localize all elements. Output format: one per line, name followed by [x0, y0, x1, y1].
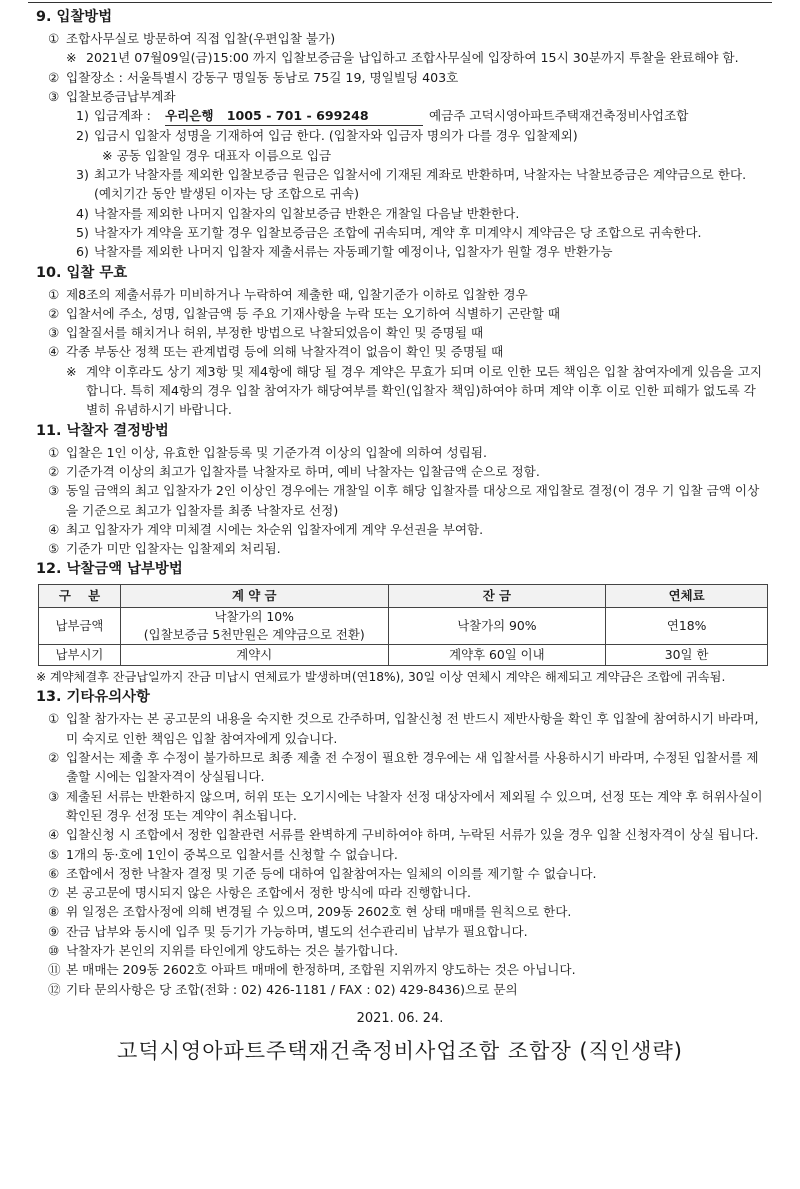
table-row	[39, 608, 768, 645]
sec11-item-1: ① 입찰은 1인 이상, 유효한 입찰등록 및 기준가격 이상의 입찰에 의하여 성립됨.	[48, 444, 488, 460]
sec9-item-1-note: ※ 2021년 07월09일(금)15:00 까지 입찰보증금을 납입하고 조합사무실에 입장하여 15시 30분까지 투찰을 완료해야 함.	[66, 50, 739, 66]
sec9-item-1: ① 조합사무실로 방문하여 직접 입찰(우편입찰 불가)	[48, 31, 336, 46]
list-item: ② 입찰서는 제출 후 수정이 불가하므로 최종 제출 전 수정이 필요한 경우에는 새 입찰서를 사용하시기 바라며, 수정된 입찰서를 제출할 시에는 입찰자격이 상실됩니다.	[48, 750, 759, 785]
sec9-sub-3: 3) 최고가 낙찰자를 제외한 입찰보증금 원금은 입찰서에 기재된 계좌로 반환하며, 낙찰자는 낙찰보증금은 계약금으로 한다. (예치기간 동안 발생된 이자는 당 조합으로 귀속)	[76, 167, 747, 202]
list-item: ⑨ 잔금 납부와 동시에 입주 및 등기가 가능하며, 별도의 선수관리비 납부가 필요합니다.	[48, 923, 528, 939]
account-holder: 예금주 고덕시영아파트주택재건축정비사업조합	[428, 108, 689, 124]
notice-date: 2021. 06. 24.	[356, 1010, 444, 1026]
sec11-item-4: ④ 최고 입찰자가 계약 미체결 시에는 차순위 입찰자에게 계약 우선권을 부여함.	[48, 521, 484, 537]
contract-cell: 낙찰가의 10% (입찰보증금 5천만원은 계약금으로 전환)	[120, 608, 388, 645]
header-contract: 계 약 금	[120, 585, 388, 608]
sec11-item-3: ③ 동일 금액의 최고 입찰자가 2인 이상인 경우에는 개찰일 이후 해당 입찰자를 대상으로 재입찰로 결정(이 경우 기 입찰 금액 이상을 기준으로 최고가 입찰자를 최종 낙찰자로 선정)	[48, 483, 760, 518]
sec10-item-1: ① 제8조의 제출서류가 미비하거나 누락하여 제출한 때, 입찰기준가 이하로 입찰한 경우	[48, 286, 528, 302]
payment-table-header	[39, 585, 768, 608]
sec10-item-4: ④ 각종 부동산 정책 또는 관계법령 등에 의해 낙찰자격이 없음이 확인 및 증명될 때	[48, 344, 504, 360]
issuer-signature: 고덕시영아파트주택재건축정비사업조합 조합장 (직인생략)	[117, 1039, 683, 1064]
sec9-sub-6: 6) 낙찰자를 제외한 나머지 입찰자 제출서류는 자동폐기할 예정이나, 입찰자가 원할 경우 반환가능	[76, 244, 613, 260]
section-10-title: 10. 입찰 무효	[36, 264, 128, 281]
row-label: 납부금액	[39, 608, 121, 645]
section-12-title: 12. 낙찰금액 납부방법	[36, 561, 183, 578]
list-item: ⑪ 본 매매는 209동 2602호 아파트 매매에 한정하며, 조합원 지위까지 양도하는 것은 아닙니다.	[48, 962, 576, 978]
sec9-item-2: ② 입찰장소 : 서울특별시 강동구 명일동 동남로 75길 19, 명일빌딩 403호	[48, 69, 459, 85]
section-13-title: 13. 기타유의사항	[36, 689, 150, 706]
balance-cell: 낙찰가의 90%	[388, 608, 606, 645]
sec9-sub-4: 4) 낙찰자를 제외한 나머지 입찰자의 입찰보증금 반환은 개찰일 다음날 반환한다.	[76, 205, 520, 221]
list-item: ⑤ 1개의 동·호에 1인이 중복으로 입찰서를 신청할 수 없습니다.	[48, 846, 398, 862]
list-item: ⑫ 기타 문의사항은 당 조합(전화 : 02) 426-1181 / FAX : 02) 429-8436)으로 문의	[48, 981, 518, 997]
late-fee-cell: 연18%	[606, 608, 768, 645]
section-9-title: 9. 입찰방법	[36, 9, 113, 25]
sec12-note: ※ 계약체결후 잔금납일까지 잔금 미납시 연체료가 발생하며(연18%), 30일 이상 연체시 계약은 해제되고 계약금은 조합에 귀속됨.	[36, 670, 726, 685]
list-item: ⑩ 낙찰자가 본인의 지위를 타인에게 양도하는 것은 불가합니다.	[48, 942, 399, 958]
table-row	[39, 645, 768, 666]
late-fee-cell: 30일 한	[606, 645, 768, 666]
list-item: ⑧ 위 일정은 조합사정에 의해 변경될 수 있으며, 209동 2602호 현 상태 매매를 원칙으로 한다.	[48, 904, 572, 920]
header-late-fee: 연체료	[606, 585, 768, 608]
sec9-sub-2-note: ※ 공동 입찰일 경우 대표자 이름으로 입금	[102, 147, 332, 163]
list-item: ⑦ 본 공고문에 명시되지 않은 사항은 조합에서 정한 방식에 따라 진행합니다.	[48, 885, 471, 901]
sec9-sub-5: 5) 낙찰자가 계약을 포기할 경우 입찰보증금은 조합에 귀속되며, 계약 후 미계약시 계약금은 당 조합으로 귀속한다.	[76, 224, 702, 240]
list-item: ④ 입찰신청 시 조합에서 정한 입찰관련 서류를 완벽하게 구비하여야 하며, 누락된 서류가 있을 경우 입찰 신청자격이 상실 됩니다.	[48, 827, 759, 843]
list-item: ① 입찰 참가자는 본 공고문의 내용을 숙지한 것으로 간주하며, 입찰신청 전 반드시 제반사항을 확인 후 입찰에 참여하시기 바라며, 미 숙지로 인한 책임은 입찰 참여자에게 있습니다.	[48, 711, 759, 746]
balance-cell: 계약후 60일 이내	[388, 645, 606, 666]
list-item: ⑥ 조합에서 정한 낙찰자 결정 및 기준 등에 대하여 입찰참여자는 일체의 이의를 제기할 수 없습니다.	[48, 865, 597, 881]
sec9-sub-2: 2) 입금시 입찰자 성명을 기재하여 입금 한다. (입찰자와 입금자 명의가 다를 경우 입찰제외)	[76, 128, 578, 144]
sec11-item-2: ② 기준가격 이상의 최고가 입찰자를 낙찰자로 하며, 예비 낙찰자는 입찰금액 순으로 정함.	[48, 463, 540, 479]
section-11-title: 11. 낙찰자 결정방법	[36, 422, 169, 439]
sec13-list	[36, 709, 764, 998]
sec10-item-2: ② 입찰서에 주소, 성명, 입찰금액 등 주요 기재사항을 누락 또는 오기하여 식별하기 곤란할 때	[48, 305, 561, 321]
contract-cell: 계약시	[120, 645, 388, 666]
sec10-note: ※ 계약 이후라도 상기 제3항 및 제4항에 해당 될 경우 계약은 무효가 되며 이로 인한 모든 책임은 입찰 참여자에게 있음을 고지합니다. 특히 제4항의 경우 입찰 참여자가 해당여부를 확인(입찰자 책임)하여야 하며 계약 이후 이로 인한 피해가 없도록 각별히 유념하시기 바랍니다.	[66, 363, 763, 418]
sec11-item-5: ⑤ 기준가 미만 입찰자는 입찰제외 처리됨.	[48, 541, 281, 557]
header-balance: 잔 금	[388, 585, 606, 608]
sec10-item-3: ③ 입찰질서를 해치거나 허위, 부정한 방법으로 낙찰되었음이 확인 및 증명될 때	[48, 325, 484, 341]
sec9-item-3: ③ 입찰보증금납부계좌	[48, 88, 176, 104]
row-label: 납부시기	[39, 645, 121, 666]
header-category: 구 분	[39, 585, 121, 608]
list-item: ③ 제출된 서류는 반환하지 않으며, 허위 또는 오기시에는 낙찰자 선정 대상자에서 제외될 수 있으며, 선정 또는 계약 후 허위사실이 확인된 경우 선정 또는 계약이 취소됩니다.	[48, 788, 763, 823]
top-border	[28, 2, 772, 3]
account-number: 우리은행 1005 - 701 - 699248	[165, 106, 423, 126]
sec9-sub-1-account: 1) 입금계좌 : 우리은행 1005 - 701 - 699248 예금주 고덕시영아파트주택재건축정비사업조합	[36, 106, 764, 126]
payment-table	[38, 584, 768, 666]
